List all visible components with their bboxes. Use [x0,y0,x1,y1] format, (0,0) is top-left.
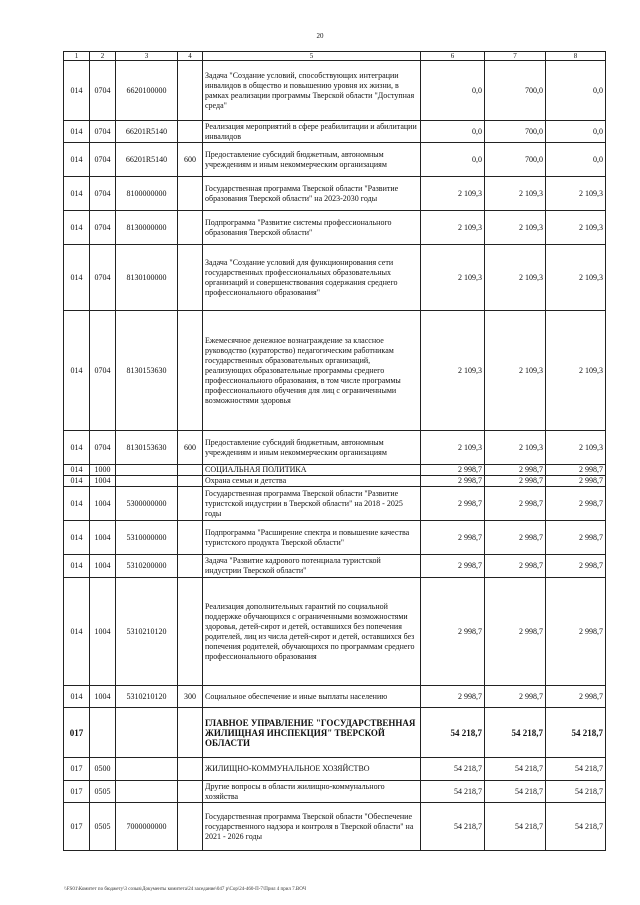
cell-item-name: Задача "Развитие кадрового потенциала туристской индустрии Тверской области" [203,555,421,578]
cell-amount-2: 2 109,3 [485,177,546,211]
cell-amount-2: 54 218,7 [485,781,546,803]
cell-item-name: Государственная программа Тверской области "Развитие образования Тверской области" на 2023-2030 годы [203,177,421,211]
column-header: 3 [116,52,178,61]
page-number: 20 [316,32,324,40]
table-row [64,758,606,781]
cell-amount-2: 2 998,7 [485,555,546,578]
cell-amount-2: 2 109,3 [485,431,546,465]
file-path-footer: \\FS01\Комитет по бюджету\3 созыв\Документы комитета\24 заседание\047 р\Сор\24-460-П-7\Прил 4 прил 7.ВОЧ [64,887,306,892]
cell-target-code: 8130153630 [116,311,178,431]
cell-target-code: 66201R5140 [116,121,178,143]
cell-admin-code: 014 [64,555,90,578]
cell-amount-3: 0,0 [546,61,606,121]
cell-admin-code: 017 [64,803,90,851]
table-row [64,476,606,487]
cell-section-code: 0704 [90,311,116,431]
cell-item-name: Другие вопросы в области жилищно-коммунального хозяйства [203,781,421,803]
cell-expense-type: 600 [178,143,203,177]
cell-target-code: 5310210120 [116,578,178,686]
table-row [64,578,606,686]
cell-item-name: ГЛАВНОЕ УПРАВЛЕНИЕ "ГОСУДАРСТВЕННАЯ ЖИЛИЩНАЯ ИНСПЕКЦИЯ" ТВЕРСКОЙ ОБЛАСТИ [203,708,421,758]
cell-amount-1: 2 998,7 [421,487,485,521]
cell-amount-3: 2 998,7 [546,487,606,521]
cell-section-code: 1004 [90,578,116,686]
cell-amount-3: 54 218,7 [546,803,606,851]
cell-amount-1: 2 109,3 [421,211,485,245]
cell-section-code: 0704 [90,431,116,465]
cell-section-code: 1004 [90,476,116,487]
table-row [64,311,606,431]
cell-amount-1: 54 218,7 [421,758,485,781]
cell-admin-code: 014 [64,143,90,177]
cell-expense-type [178,578,203,686]
column-header: 4 [178,52,203,61]
cell-amount-2: 2 998,7 [485,476,546,487]
cell-expense-type: 300 [178,686,203,708]
cell-amount-1: 2 998,7 [421,465,485,476]
cell-target-code [116,781,178,803]
cell-section-code: 1004 [90,555,116,578]
cell-amount-1: 2 109,3 [421,311,485,431]
cell-target-code: 6620100000 [116,61,178,121]
cell-expense-type [178,521,203,555]
cell-amount-2: 2 998,7 [485,487,546,521]
cell-amount-1: 0,0 [421,61,485,121]
cell-admin-code: 014 [64,465,90,476]
cell-amount-2: 2 998,7 [485,686,546,708]
cell-item-name: Государственная программа Тверской области "Обеспечение государственного надзора и контроля в Тверской области" на 2021 - 2026 годы [203,803,421,851]
cell-target-code: 66201R5140 [116,143,178,177]
cell-expense-type [178,476,203,487]
cell-amount-1: 2 109,3 [421,177,485,211]
cell-target-code: 5310210120 [116,686,178,708]
cell-amount-1: 54 218,7 [421,803,485,851]
cell-amount-2: 2 109,3 [485,311,546,431]
cell-section-code [90,708,116,758]
cell-amount-1: 2 998,7 [421,578,485,686]
cell-amount-3: 2 109,3 [546,211,606,245]
cell-admin-code: 014 [64,177,90,211]
cell-amount-1: 2 998,7 [421,686,485,708]
cell-item-name: Реализация мероприятий в сфере реабилитации и абилитации инвалидов [203,121,421,143]
cell-amount-3: 2 998,7 [546,476,606,487]
cell-amount-3: 54 218,7 [546,781,606,803]
cell-expense-type [178,211,203,245]
table-row [64,708,606,758]
table-row [64,211,606,245]
cell-amount-1: 2 998,7 [421,476,485,487]
cell-item-name: ЖИЛИЩНО-КОММУНАЛЬНОЕ ХОЗЯЙСТВО [203,758,421,781]
budget-table [63,51,606,851]
cell-admin-code: 014 [64,245,90,311]
table-row [64,61,606,121]
cell-target-code: 8130000000 [116,211,178,245]
cell-target-code: 8100000000 [116,177,178,211]
cell-admin-code: 017 [64,708,90,758]
cell-amount-2: 700,0 [485,61,546,121]
cell-section-code: 0704 [90,61,116,121]
cell-admin-code: 014 [64,311,90,431]
cell-section-code: 1004 [90,487,116,521]
cell-section-code: 0704 [90,121,116,143]
cell-item-name: Реализация дополнительных гарантий по социальной поддержке обучающихся с ограниченными возможностями здоровья, детей-сирот и детей, оставшихся без попечения родителей, лиц из числа детей-сирот и детей, оставшихся без попечения родителей, обучающихся по программам среднего профессионального образования [203,578,421,686]
cell-amount-3: 2 109,3 [546,177,606,211]
cell-item-name: Задача "Создание условий, способствующих интеграции инвалидов в общество и повышению уровня их жизни, в рамках реализации программы Тверской области "Доступная среда" [203,61,421,121]
cell-expense-type: 600 [178,431,203,465]
cell-section-code: 1004 [90,521,116,555]
cell-amount-3: 0,0 [546,121,606,143]
table-row [64,555,606,578]
table-row [64,487,606,521]
cell-expense-type [178,781,203,803]
column-header: 5 [203,52,421,61]
cell-target-code: 5310000000 [116,521,178,555]
cell-amount-1: 2 998,7 [421,555,485,578]
cell-target-code: 8130153630 [116,431,178,465]
cell-expense-type [178,487,203,521]
table-row [64,143,606,177]
cell-expense-type [178,121,203,143]
table-row [64,431,606,465]
cell-section-code: 0704 [90,177,116,211]
cell-amount-2: 54 218,7 [485,803,546,851]
cell-section-code: 0505 [90,803,116,851]
table-row [64,803,606,851]
cell-section-code: 1004 [90,686,116,708]
cell-item-name: Подпрограмма "Развитие системы профессионального образования Тверской области" [203,211,421,245]
cell-amount-1: 54 218,7 [421,708,485,758]
cell-admin-code: 014 [64,521,90,555]
cell-section-code: 0704 [90,245,116,311]
cell-item-name: Охрана семьи и детства [203,476,421,487]
cell-amount-3: 2 998,7 [546,555,606,578]
cell-item-name: Социальное обеспечение и иные выплаты населению [203,686,421,708]
cell-expense-type [178,708,203,758]
cell-amount-3: 2 109,3 [546,431,606,465]
cell-target-code [116,476,178,487]
cell-admin-code: 017 [64,758,90,781]
column-header-row [64,52,606,61]
cell-admin-code: 017 [64,781,90,803]
cell-amount-2: 700,0 [485,121,546,143]
cell-item-name: Предоставление субсидий бюджетным, автономным учреждениям и иным некоммерческим организациям [203,431,421,465]
cell-section-code: 0704 [90,143,116,177]
cell-amount-2: 2 998,7 [485,578,546,686]
cell-target-code: 5300000000 [116,487,178,521]
cell-target-code [116,758,178,781]
cell-target-code: 7000000000 [116,803,178,851]
cell-admin-code: 014 [64,61,90,121]
cell-amount-3: 0,0 [546,143,606,177]
cell-expense-type [178,177,203,211]
cell-amount-3: 2 998,7 [546,578,606,686]
cell-amount-3: 54 218,7 [546,708,606,758]
table-row [64,686,606,708]
cell-item-name: Подпрограмма "Расширение спектра и повышение качества туристского продукта Тверской области" [203,521,421,555]
cell-expense-type [178,465,203,476]
cell-item-name: Государственная программа Тверской области "Развитие туристской индустрии в Тверской области" на 2018 - 2025 годы [203,487,421,521]
cell-amount-1: 2 998,7 [421,521,485,555]
cell-amount-2: 2 109,3 [485,211,546,245]
cell-item-name: Предоставление субсидий бюджетным, автономным учреждениям и иным некоммерческим организациям [203,143,421,177]
cell-amount-1: 2 109,3 [421,245,485,311]
cell-amount-2: 2 998,7 [485,465,546,476]
cell-section-code: 1000 [90,465,116,476]
cell-expense-type [178,555,203,578]
column-header: 6 [421,52,485,61]
cell-amount-1: 0,0 [421,121,485,143]
cell-admin-code: 014 [64,211,90,245]
cell-item-name: Задача "Создание условий для функционирования сети государственных профессиональных образовательных организаций и совершенствования содержания среднего профессионального образования" [203,245,421,311]
cell-section-code: 0704 [90,211,116,245]
column-header: 8 [546,52,606,61]
cell-admin-code: 014 [64,431,90,465]
table-row [64,121,606,143]
cell-admin-code: 014 [64,686,90,708]
cell-amount-2: 2 998,7 [485,521,546,555]
cell-admin-code: 014 [64,578,90,686]
cell-amount-2: 700,0 [485,143,546,177]
cell-amount-3: 2 109,3 [546,311,606,431]
table-row [64,465,606,476]
cell-admin-code: 014 [64,487,90,521]
cell-amount-1: 2 109,3 [421,431,485,465]
cell-admin-code: 014 [64,121,90,143]
cell-target-code [116,708,178,758]
cell-section-code: 0500 [90,758,116,781]
cell-amount-1: 0,0 [421,143,485,177]
column-header: 1 [64,52,90,61]
column-header: 7 [485,52,546,61]
cell-section-code: 0505 [90,781,116,803]
cell-target-code: 5310200000 [116,555,178,578]
table-row [64,781,606,803]
cell-amount-2: 54 218,7 [485,758,546,781]
cell-amount-1: 54 218,7 [421,781,485,803]
column-header: 2 [90,52,116,61]
cell-expense-type [178,311,203,431]
cell-amount-2: 54 218,7 [485,708,546,758]
cell-target-code [116,465,178,476]
cell-amount-3: 54 218,7 [546,758,606,781]
cell-item-name: СОЦИАЛЬНАЯ ПОЛИТИКА [203,465,421,476]
cell-expense-type [178,803,203,851]
cell-admin-code: 014 [64,476,90,487]
cell-expense-type [178,61,203,121]
table-row [64,177,606,211]
table-row [64,521,606,555]
cell-amount-2: 2 109,3 [485,245,546,311]
cell-amount-3: 2 998,7 [546,686,606,708]
cell-amount-3: 2 109,3 [546,245,606,311]
cell-item-name: Ежемесячное денежное вознаграждение за классное руководство (кураторство) педагогическим работникам государственных образовательных организаций, реализующих образовательные программы среднего профессионального образования, в том числе программы профессионального обучения для лиц с ограниченными возможностями здоровья [203,311,421,431]
cell-target-code: 8130100000 [116,245,178,311]
cell-amount-3: 2 998,7 [546,465,606,476]
cell-amount-3: 2 998,7 [546,521,606,555]
table-row [64,245,606,311]
cell-expense-type [178,245,203,311]
cell-expense-type [178,758,203,781]
